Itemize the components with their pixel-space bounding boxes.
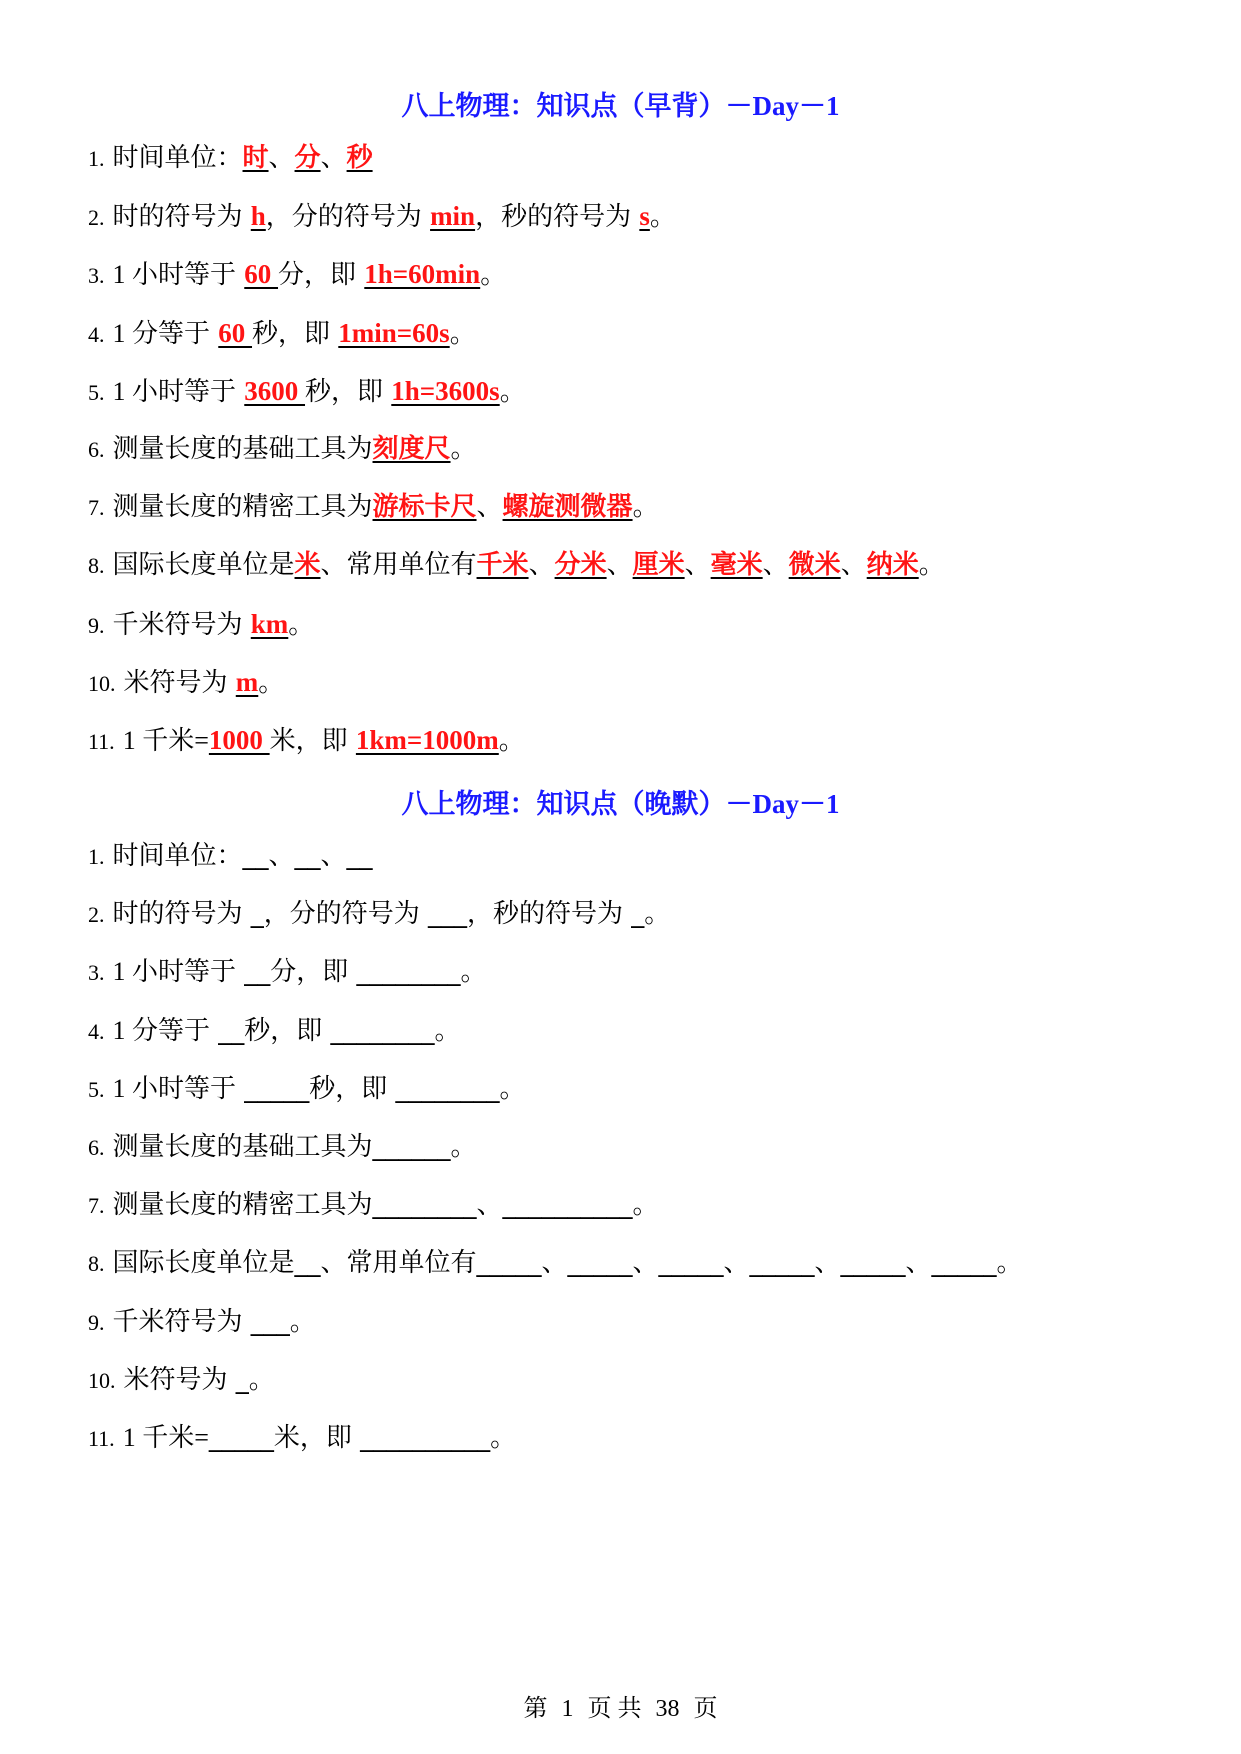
page-footer xyxy=(0,1688,1241,1723)
answer-text: 1h=60min xyxy=(364,259,481,290)
item-text: 、 xyxy=(606,550,633,581)
evening-item xyxy=(88,954,487,991)
item-text: 、 xyxy=(762,550,789,581)
item-number: 7. xyxy=(88,495,105,521)
item-text: 小时等于 _____秒，即 ________。 xyxy=(132,1073,526,1104)
morning-item xyxy=(88,140,373,177)
answer-text: min xyxy=(430,201,476,232)
item-text: 分，即 xyxy=(278,260,365,291)
evening-item xyxy=(88,896,670,933)
morning-item xyxy=(88,722,525,760)
item-text: 1 xyxy=(112,376,132,406)
item-number: 3. xyxy=(88,263,105,289)
answer-text: h xyxy=(250,201,266,232)
item-number: 3. xyxy=(88,960,105,986)
item-number: 8. xyxy=(88,1251,105,1277)
item-text: 、 xyxy=(840,550,867,581)
item-text: 测量长度的精密工具为________、__________。 xyxy=(112,1190,659,1221)
item-text: 、 xyxy=(268,143,295,173)
morning-item xyxy=(88,664,284,702)
item-text: 、常用单位有 xyxy=(320,550,477,581)
answer-text: 米 xyxy=(294,550,321,581)
item-text: 1 xyxy=(112,318,132,348)
morning-item xyxy=(88,431,477,468)
item-number: 11. xyxy=(88,729,115,754)
evening-item xyxy=(88,1129,477,1166)
item-text: 。 xyxy=(288,609,315,640)
item-text: 、 xyxy=(528,550,555,581)
morning-item xyxy=(88,547,945,584)
item-text: 千米符号为 xyxy=(112,609,251,640)
answer-text: 1min=60s xyxy=(338,317,450,348)
item-text: 。 xyxy=(499,376,526,407)
morning-item xyxy=(88,315,476,353)
answer-text: km xyxy=(250,608,289,639)
item-text: 秒，即 xyxy=(252,318,339,349)
item-number: 2. xyxy=(88,902,105,928)
item-text: 测量长度的精密工具为 xyxy=(112,492,373,523)
item-text: 米符号为 _。 xyxy=(123,1364,275,1395)
evening-item xyxy=(88,1420,516,1457)
item-text: 千米 xyxy=(142,726,195,756)
item-text: 1 xyxy=(112,260,132,290)
answer-text: 3600 xyxy=(244,375,306,406)
evening-item xyxy=(88,1071,526,1108)
item-number: 5. xyxy=(88,379,105,405)
evening-title: 八上物理：知识点（晚默）－Day－1 xyxy=(401,789,840,819)
footer-prefix: 第 xyxy=(523,1696,548,1722)
item-number: 5. xyxy=(88,1076,105,1102)
item-text: 1 xyxy=(112,1015,132,1045)
item-number: 7. xyxy=(88,1193,105,1219)
item-text: 小时等于 __分，即 ________。 xyxy=(132,957,487,988)
answer-text: 1h=3600s xyxy=(391,375,500,406)
answer-text: 微米 xyxy=(788,550,841,581)
item-text: 1 xyxy=(112,957,132,987)
answer-text: 纳米 xyxy=(866,550,919,581)
item-number: 6. xyxy=(88,1135,105,1160)
item-text: 国际长度单位是__、常用单位有_____、_____、_____、_____、_____、_____。 xyxy=(112,1248,1023,1279)
footer-mid: 页 共 xyxy=(587,1696,642,1722)
footer-total-pages: 38 xyxy=(655,1696,680,1722)
morning-item xyxy=(88,606,314,644)
item-text: ，秒的符号为 xyxy=(475,202,640,233)
item-number: 1. xyxy=(88,844,105,869)
item-number: 6. xyxy=(88,437,105,462)
item-text: 1 xyxy=(122,1423,143,1452)
item-text: 。 xyxy=(498,726,525,756)
item-text: 米，即 xyxy=(269,726,356,756)
item-text: 时间单位： xyxy=(112,143,243,173)
item-text: 1 xyxy=(112,1073,132,1103)
footer-suffix: 页 xyxy=(693,1696,718,1722)
evening-item xyxy=(88,1013,461,1050)
item-text: 时间单位：__、__、__ xyxy=(112,841,373,871)
evening-item xyxy=(88,838,373,875)
item-number: 8. xyxy=(88,553,105,579)
footer-page-number: 1 xyxy=(561,1696,574,1722)
item-text: 测量长度的基础工具为______。 xyxy=(112,1132,477,1162)
item-text: 测量长度的基础工具为 xyxy=(112,434,373,464)
morning-item xyxy=(88,256,506,294)
item-number: 11. xyxy=(88,1426,115,1451)
item-text: 。 xyxy=(649,202,676,233)
morning-item xyxy=(88,489,659,526)
answer-text: 千米 xyxy=(476,550,529,581)
answer-text: 60 xyxy=(218,317,253,348)
answer-text: 毫米 xyxy=(710,550,763,581)
evening-item xyxy=(88,1245,1023,1282)
morning-item xyxy=(88,373,526,411)
answer-text: 60 xyxy=(244,259,279,290)
item-text: 。 xyxy=(918,550,945,581)
item-text: 1 xyxy=(122,726,143,755)
answer-text: 秒 xyxy=(346,143,373,173)
item-number: 10. xyxy=(88,670,116,696)
answer-text: s xyxy=(639,201,650,232)
morning-item xyxy=(88,198,676,236)
item-text: 、 xyxy=(320,143,347,173)
item-text: 、 xyxy=(476,492,503,523)
item-text: = xyxy=(194,1423,209,1452)
evening-item xyxy=(88,1362,275,1399)
item-text: 时的符号为 xyxy=(112,202,251,233)
item-number: 1. xyxy=(88,146,105,171)
item-text: 国际长度单位是 xyxy=(112,550,295,581)
evening-item xyxy=(88,1304,316,1341)
item-number: 9. xyxy=(88,1309,105,1335)
item-text: 千米符号为 ___。 xyxy=(112,1306,316,1337)
item-text: = xyxy=(194,726,209,755)
item-text: 。 xyxy=(449,318,476,349)
item-text: 。 xyxy=(632,492,659,523)
item-text: 秒，即 xyxy=(305,376,392,407)
item-text: 千米 xyxy=(142,1423,195,1453)
item-number: 10. xyxy=(88,1367,116,1393)
item-text: 小时等于 xyxy=(132,260,245,291)
item-number: 2. xyxy=(88,205,105,231)
item-number: 9. xyxy=(88,612,105,638)
morning-title: 八上物理：知识点（早背）－Day－1 xyxy=(401,91,840,121)
answer-text: 分 xyxy=(294,143,321,173)
item-text: 分等于 __秒，即 ________。 xyxy=(132,1015,461,1046)
answer-text: 1km=1000m xyxy=(355,725,499,755)
item-text: 分等于 xyxy=(132,318,219,349)
answer-text: 分米 xyxy=(554,550,607,581)
item-text: _____米，即 __________。 xyxy=(208,1423,517,1453)
item-text: 。 xyxy=(450,434,477,464)
item-text: ，分的符号为 xyxy=(265,202,431,233)
item-text: 米符号为 xyxy=(123,667,236,698)
answer-text: 厘米 xyxy=(632,550,685,581)
item-text: 。 xyxy=(480,260,507,291)
item-text: 时的符号为 _，分的符号为 ___，秒的符号为 _。 xyxy=(112,899,671,930)
answer-text: 刻度尺 xyxy=(372,434,451,464)
answer-text: 螺旋测微器 xyxy=(502,492,633,523)
answer-text: 游标卡尺 xyxy=(372,492,477,523)
answer-text: 时 xyxy=(242,143,269,173)
answer-text: 1000 xyxy=(208,725,270,755)
answer-text: m xyxy=(235,666,259,697)
item-text: 、 xyxy=(684,550,711,581)
item-text: 。 xyxy=(258,667,285,698)
item-text: 小时等于 xyxy=(132,376,245,407)
item-number: 4. xyxy=(88,1018,105,1044)
evening-item xyxy=(88,1187,659,1224)
item-number: 4. xyxy=(88,321,105,347)
